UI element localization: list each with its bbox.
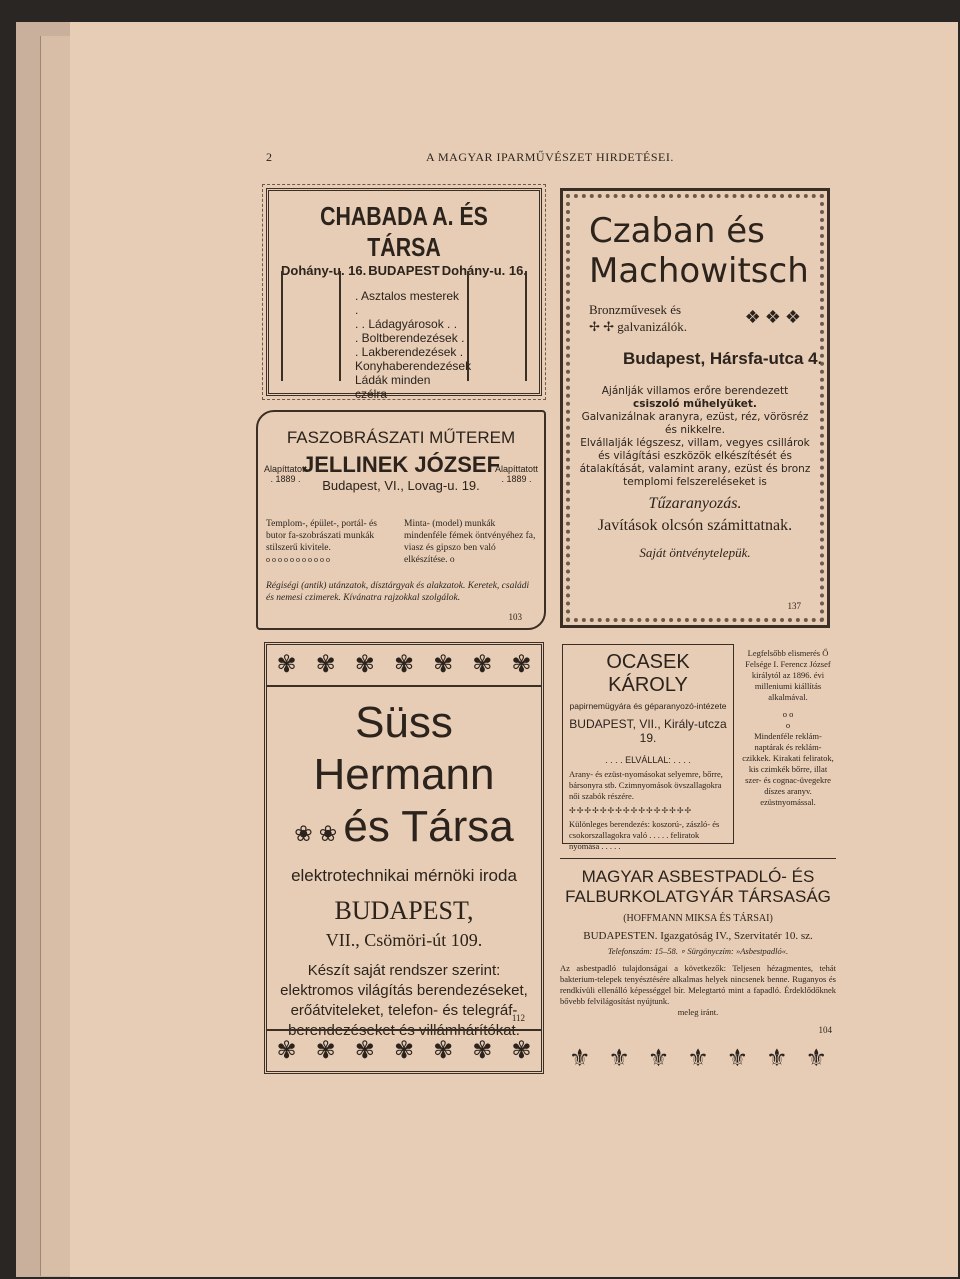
czaban-name2: Machowitsch — [589, 251, 809, 291]
czaban-body — [577, 385, 813, 489]
asbest-body: Az asbestpadló tulajdonságai a következők: Teljesen hézagmentes, tehát bakterium-telepek tenyésztésére alkalmas helyek nincsenek benne. Ruganyos és rendkívüli ellenálló képességgel bír. Melegtartó mint a fapadló. Érdeklődőknek bővebb felvilágosítást nyújtunk. — [560, 963, 836, 1006]
czaban-body-line: Galvanizálnak aranyra, ezüst, réz, vörösréz és nikkelre. — [581, 411, 809, 436]
asbest-sub: (HOFFMANN MIKSA ÉS TÁRSAI) — [623, 913, 773, 924]
flower-icon: ✾ — [472, 652, 493, 678]
chabada-city: BUDAPEST — [368, 263, 440, 278]
est-year: . 1889 . — [270, 474, 301, 484]
asbest-title1: MAGYAR ASBESTPADLÓ- ÉS — [581, 867, 815, 886]
est-year: . 1889 . — [501, 474, 532, 484]
flower-icon: ✾ — [393, 1038, 415, 1064]
ocasek-divider: ✢✢✢✢✢✢✢✢✢✢✢✢✢✢✢✢ — [569, 806, 693, 815]
suss-number: 112 — [511, 1013, 525, 1023]
jellinek-est-left — [264, 464, 307, 484]
asbest-ornament — [560, 1042, 836, 1076]
ad-czaban — [560, 188, 830, 628]
page-number: 2 — [266, 150, 272, 164]
czaban-sub2: galvanizálók. — [617, 319, 687, 334]
lotus-icon: ⚜ — [647, 1046, 670, 1072]
chabada-left-ornament — [281, 271, 341, 381]
ocasek-left — [562, 644, 734, 851]
flower-icon: ✾ — [315, 652, 336, 678]
chabada-name: CHABADA A. ÉS TÁRSA — [320, 201, 488, 262]
suss-city: BUDAPEST, — [334, 896, 474, 925]
jellinek-top: FASZOBRÁSZATI MŰTEREM — [286, 428, 516, 447]
ocasek-name: OCASEK KÁROLY — [606, 651, 690, 696]
suss-name1: Süss Hermann — [313, 698, 495, 799]
ocasek-elv: . . . . ELVÁLLAL: . . . . — [605, 755, 691, 765]
flower-icon: ✾ — [511, 652, 532, 678]
asbest-title — [560, 867, 836, 907]
est-label: Alapíttatott — [264, 464, 308, 474]
chabada-line: Konyhaberendezések — [355, 359, 472, 373]
est-label: Alapíttatott — [494, 464, 538, 474]
flower-icon: ✾ — [472, 1038, 493, 1064]
chabada-line: . . Ládagyárosok . . — [355, 317, 458, 331]
czaban-sub1: Bronzművesek és — [589, 302, 682, 317]
chabada-right-ornament — [467, 271, 527, 381]
jellinek-footer: Régiségi (antik) utánzatok, dísztárgyak és alakzatok. Keretek, családi és nemesi czimerek. Kívánatra rajzokkal szolgálok. — [266, 581, 530, 603]
suss-body: Készít saját rendszer szerint: elektromos világítás berendezéseket, erőátviteleket, telefon- és telegráf-berendezéseket és villámhárítókat. — [280, 962, 528, 1039]
czaban-city: Budapest, Hársfa-utca 4. — [623, 349, 823, 368]
jellinek-est-right — [495, 464, 538, 484]
suss-bottom-border — [267, 1029, 541, 1071]
flower-icon: ✾ — [354, 652, 375, 678]
flower-icon: ✾ — [511, 1038, 532, 1064]
flower-icon: ✾ — [433, 1038, 454, 1064]
czaban-number: 137 — [787, 601, 801, 611]
cross-icon: ✢ ✢ — [589, 319, 618, 334]
jellinek-right-text: Minta- (model) munkák mindenféle fémek öntvényéhez fa, viasz és gipszo ben való elkészítése. o — [404, 519, 536, 565]
flower-icon: ✾ — [315, 1038, 336, 1064]
chabada-line: Ládák minden czélra — [355, 373, 431, 401]
jellinek-name: JELLINEK JÓZSEF — [301, 452, 501, 477]
ad-jellinek — [256, 410, 546, 630]
ocasek-right — [742, 648, 834, 808]
ocasek-addr: BUDAPEST, VII., Király-utcza 19. — [569, 717, 727, 745]
chabada-addr-left: Dohány-u. 16. — [281, 263, 367, 278]
lotus-icon: ⚜ — [805, 1046, 827, 1072]
asbest-tel: Telefonszám: 15–58. ∘ Sürgönyczím: »Asbestpadló«. — [607, 946, 789, 956]
lotus-icon: ⚜ — [687, 1046, 709, 1072]
chabada-line: . Asztalos mesterek . — [355, 289, 460, 317]
czaban-body-line: Ajánlják villamos erőre berendezett — [601, 385, 789, 397]
jellinek-addr: Budapest, VI., Lovag-u. 19. — [322, 478, 480, 493]
lotus-icon: ⚜ — [568, 1046, 591, 1072]
ocasek-right-text: Mindenféle reklám-naptárak és reklám-czikkek. Kirakati feliratok, kis czimkék bőrre, illat szer- és cognac-üvegekre díszes aranyv. ezüstnyomással. — [742, 731, 834, 807]
page-title: A MAGYAR IPARMŰVÉSZET HIRDETÉSEI. — [426, 150, 674, 164]
ad-chabada — [266, 188, 542, 401]
czaban-body-line: Elvállalják légszesz, villam, vegyes csillárok és világítási eszközök elkészítését és átalakítását, valamint arany, ezüst és bronz templomi felszereléseket is — [579, 437, 811, 488]
asbest-addr: BUDAPESTEN. Igazgatóság IV., Szervitatér 10. sz. — [583, 930, 813, 942]
ocasek-right-top: Legfelsőbb elismerés Ő Felsége I. Ferencz József királytól az 1896. évi milleniumi kiállítás alkalmával. — [745, 648, 831, 702]
ocasek-sub: papirnemügyára és géparanyozó-intézete — [569, 701, 727, 711]
chabada-line: . Boltberendezések . — [355, 331, 465, 345]
jellinek-left-dots: o o o o o o o o o o o — [266, 555, 330, 564]
flower-icon: ✾ — [276, 652, 297, 678]
chabada-list — [355, 289, 472, 401]
ocasek-left-text2: Különleges berendezés: koszorú-, zászló- és csokorszallagokra való . . . . . feliratok nyomása . . . . . — [569, 819, 720, 851]
czaban-jav: Javítások olcsón számittatnak. — [597, 517, 793, 534]
chabada-addr-right: Dohány-u. 16. — [441, 263, 527, 278]
lotus-icon: ⚜ — [766, 1046, 788, 1072]
czaban-body-line: csiszoló műhelyüket. — [633, 398, 757, 410]
ad-asbest — [560, 858, 836, 1078]
ocasek-right-o: o — [785, 720, 791, 730]
czaban-sajat: Saját öntvénytelepük. — [639, 545, 751, 560]
flower-icon: ✾ — [354, 1038, 375, 1064]
book-edge-inner — [40, 36, 71, 1276]
asbest-title2: FALBURKOLATGYÁR TÁRSASÁG — [565, 887, 831, 906]
flower-icon: ✾ — [393, 652, 415, 678]
czaban-name — [589, 211, 827, 291]
suss-sub: elektrotechnikai mérnöki iroda — [291, 866, 517, 885]
czaban-monograms: ❖❖❖ — [744, 307, 805, 327]
czaban-tuz: Tűzaranyozás. — [648, 495, 742, 512]
ad-suss — [264, 642, 544, 1074]
czaban-name1: Czaban és — [589, 211, 765, 251]
ocasek-left-text: Arany- és ezüst-nyomásokat selyemre, bőrre, bársonyra stb. Czimnyomások övszallagokra női szabók részére. — [569, 769, 723, 801]
flower-icon: ❀ ❀ — [294, 821, 344, 846]
chabada-line: . Lakberendezések . — [355, 345, 464, 359]
flower-icon: ✾ — [433, 652, 454, 678]
lotus-icon: ⚜ — [608, 1046, 630, 1072]
suss-addr: VII., Csömöri-út 109. — [325, 930, 483, 950]
ad-ocasek — [562, 644, 834, 851]
flower-icon: ✾ — [276, 1038, 297, 1064]
ocasek-right-oo: o o — [782, 709, 794, 719]
asbest-last: meleg iránt. — [677, 1007, 719, 1017]
suss-top-border — [267, 645, 541, 687]
suss-name2: és Társa — [343, 802, 514, 851]
jellinek-left-body: Templom-, épület-, portál- és butor fa-szobrászati munkák stilszerű kivitele. — [266, 519, 377, 553]
suss-name2-row — [267, 801, 541, 860]
asbest-number: 104 — [818, 1025, 832, 1035]
lotus-icon: ⚜ — [726, 1046, 749, 1072]
jellinek-left-text — [266, 518, 390, 566]
jellinek-number: 103 — [508, 612, 522, 622]
